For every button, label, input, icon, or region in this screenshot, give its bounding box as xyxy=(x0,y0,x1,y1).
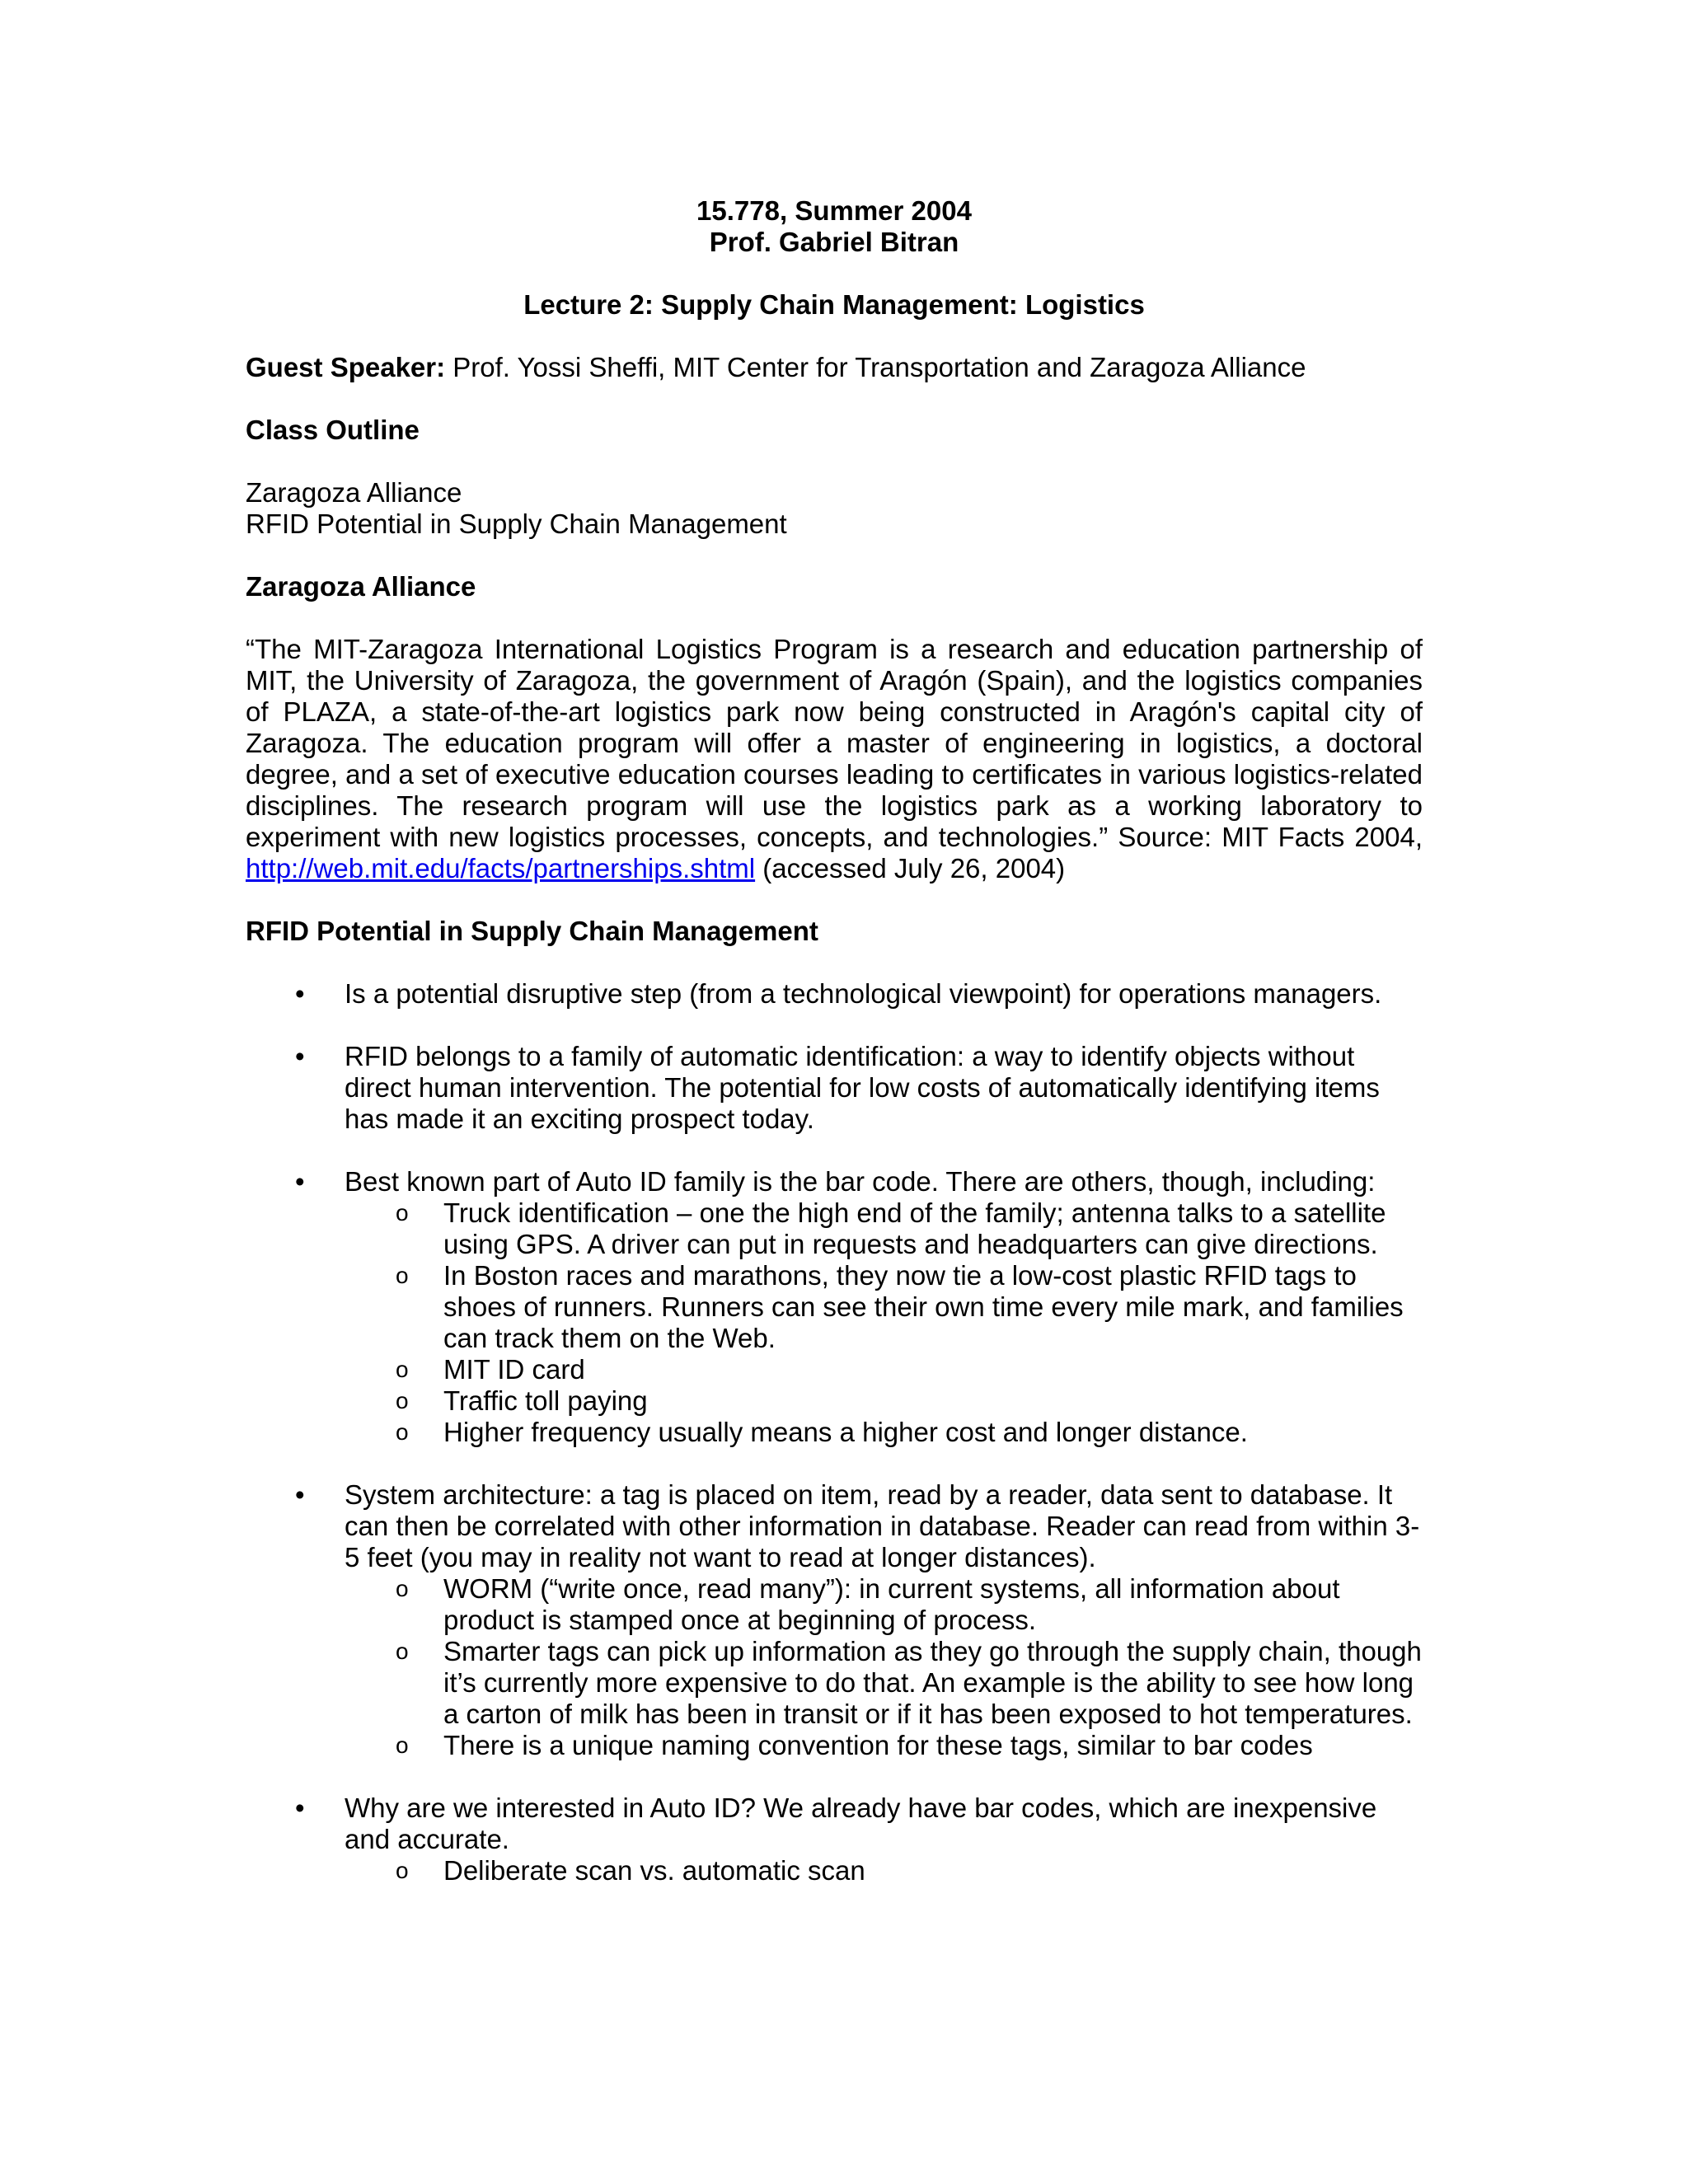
bullet-item xyxy=(246,1166,1423,1448)
sub-item: o Deliberate scan vs. automatic scan xyxy=(345,1855,1423,1886)
guest-speaker-label: Guest Speaker: xyxy=(246,352,446,382)
sub-list xyxy=(345,1855,1423,1886)
sub-list xyxy=(345,1573,1423,1761)
guest-speaker-text: Prof. Yossi Sheffi, MIT Center for Transportation and Zaragoza Alliance xyxy=(445,352,1306,382)
bullet-text: Why are we interested in Auto ID? We already have bar codes, which are inexpensive and accurate. xyxy=(345,1793,1377,1854)
class-outline-heading: Class Outline xyxy=(246,415,420,445)
outline-item: Zaragoza Alliance xyxy=(246,477,462,508)
zaragoza-quote xyxy=(246,634,1423,884)
rfid-bullet-list xyxy=(246,978,1423,1886)
rfid-heading: RFID Potential in Supply Chain Management xyxy=(246,916,818,946)
outline-item: RFID Potential in Supply Chain Management xyxy=(246,509,787,539)
professor-line: Prof. Gabriel Bitran xyxy=(709,227,959,257)
document-page xyxy=(246,195,1423,1886)
sub-item: o In Boston races and marathons, they now tie a low-cost plastic RFID tags to shoes of runners. Runners can see their own time every mile mark, and families can track them on the Web. xyxy=(345,1260,1423,1354)
bullet-text: RFID belongs to a family of automatic identification: a way to identify objects without direct human intervention. The potential for low costs of automatically identifying items has made it an exciting prospect today. xyxy=(345,1041,1380,1134)
class-outline-list xyxy=(246,477,1423,540)
bullet-item xyxy=(246,1041,1423,1135)
accessed-note: (accessed July 26, 2004) xyxy=(755,853,1066,883)
bullet-text: Best known part of Auto ID family is the bar code. There are others, though, including: xyxy=(345,1166,1376,1197)
course-line: 15.778, Summer 2004 xyxy=(696,195,972,226)
bullet-item xyxy=(246,1479,1423,1761)
quote-text: “The MIT-Zaragoza International Logistics Program is a research and education partnership of MIT, the University of Zaragoza, the government of Aragón (Spain), and the logistics companies of PLAZA, a state-of-the-art logistics park now being constructed in Aragón's capital city of Zaragoza. The education program will offer a master of engineering in logistics, a doctoral degree, and a set of executive education courses leading to certificates in various logistics-related disciplines. The research program will use the logistics park as a working laboratory to experiment with new logistics processes, concepts, and technologies.” Source: MIT Facts 2004, xyxy=(246,634,1423,852)
sub-item: o Smarter tags can pick up information as they go through the supply chain, though it’s currently more expensive to do that. An example is the ability to see how long a carton of milk has been in transit or if it has been exposed to hot temperatures. xyxy=(345,1636,1423,1730)
sub-item: o There is a unique naming convention for these tags, similar to bar codes xyxy=(345,1730,1423,1761)
sub-item: o Truck identification – one the high end of the family; antenna talks to a satellite using GPS. A driver can put in requests and headquarters can give directions. xyxy=(345,1197,1423,1260)
bullet-text: Is a potential disruptive step (from a technological viewpoint) for operations managers. xyxy=(345,978,1382,1009)
sub-list xyxy=(345,1197,1423,1448)
sub-item: o Higher frequency usually means a higher cost and longer distance. xyxy=(345,1417,1423,1448)
sub-item: o Traffic toll paying xyxy=(345,1385,1423,1417)
sub-item: o WORM (“write once, read many”): in current systems, all information about product is stamped once at beginning of process. xyxy=(345,1573,1423,1636)
bullet-item xyxy=(246,1793,1423,1886)
bullet-item xyxy=(246,978,1423,1010)
guest-speaker-line xyxy=(246,352,1423,383)
sub-item: o MIT ID card xyxy=(345,1354,1423,1385)
zaragoza-heading: Zaragoza Alliance xyxy=(246,571,476,602)
source-link[interactable]: http://web.mit.edu/facts/partnerships.shtml xyxy=(246,853,756,883)
title-block xyxy=(246,195,1423,258)
bullet-text: System architecture: a tag is placed on item, read by a reader, data sent to database. It can then be correlated with other information in database. Reader can read from within 3-5 feet (you may in reality not want to read at longer distances). xyxy=(345,1479,1420,1572)
lecture-title: Lecture 2: Supply Chain Management: Logistics xyxy=(523,289,1145,320)
